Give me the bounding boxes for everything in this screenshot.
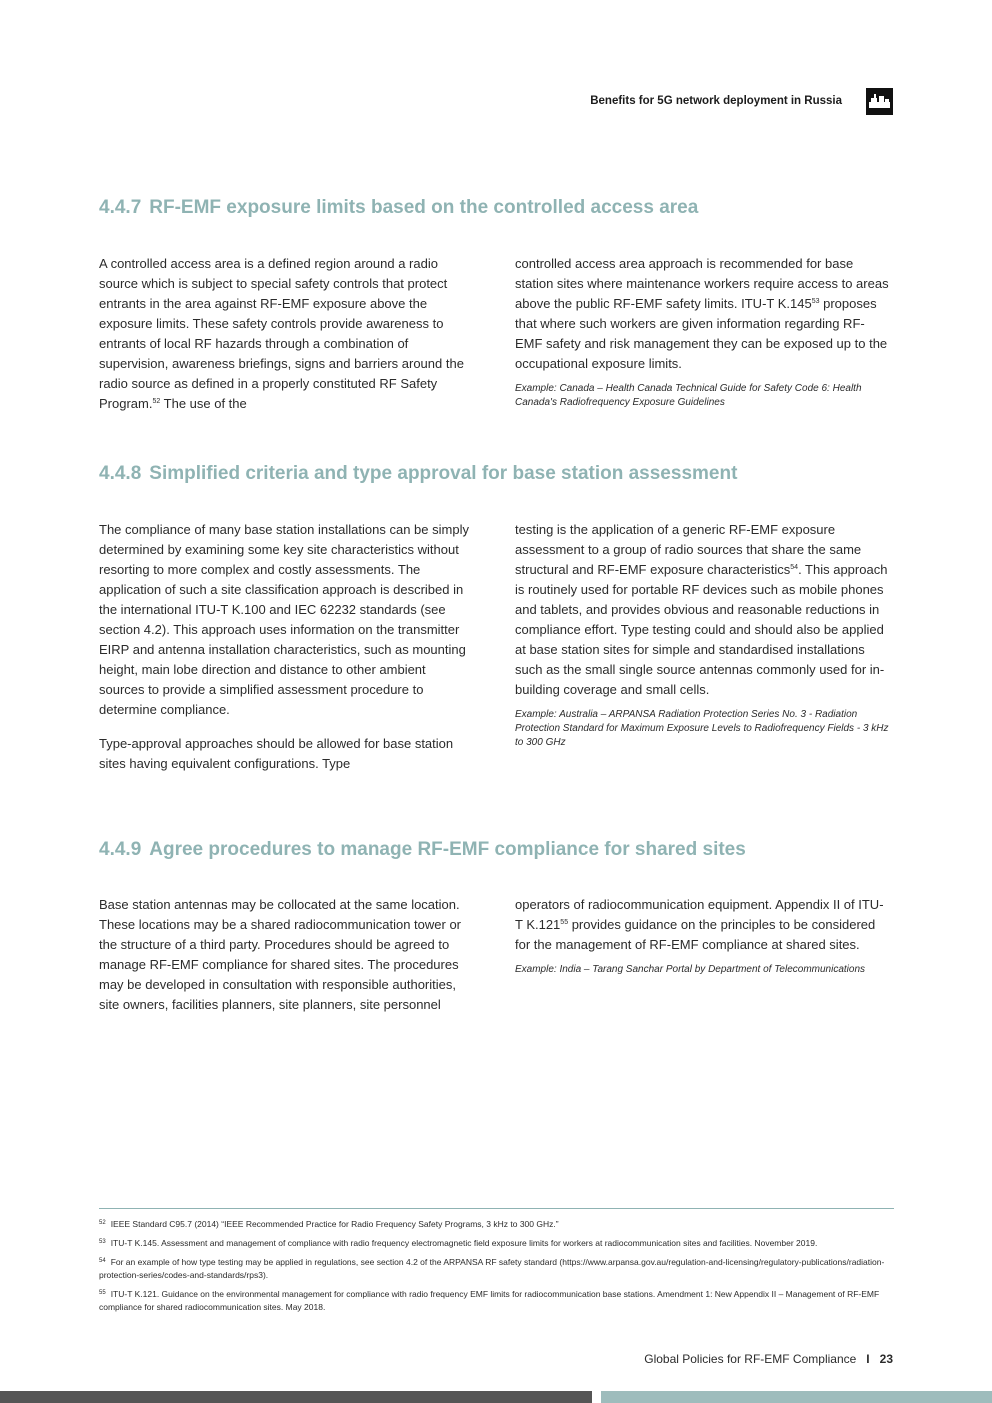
paragraph-text: . This approach is routinely used for portable RF devices such as mobile phones and tablets, and provides obvious and reasonable reductions in compliance effort. Type testing could and should also be applied at base station sites for simple and standardised installations such as the small single source antennas commonly used for in-building coverage and small cells. xyxy=(515,562,888,697)
footer-title: Global Policies for RF-EMF Compliance xyxy=(644,1352,857,1366)
footnote-text: ITU-T K.121. Guidance on the environmental management for compliance with radio frequency EMF limits for radiocommunication base stations. Amendment 1: New Appendix II – Management of RF-EMF compliance for shared radiocommunication sites. May 2018. xyxy=(99,1289,880,1312)
paragraph-text: A controlled access area is a defined region around a radio source which is subject to special safety controls that protect entrants in the area against RF-EMF exposure above the exposure limits. These safety controls provide awareness to entrants of local RF hazards through a combination of supervision, awareness briefings, signs and barriers around the radio source as defined in a properly constituted RF Safety Program. xyxy=(99,256,464,411)
footnote xyxy=(99,1255,894,1282)
section-4-4-7-left-column xyxy=(99,254,474,414)
paragraph: Type-approval approaches should be allowed for base station sites having equivalent configurations. Type xyxy=(99,736,454,771)
section-title: Agree procedures to manage RF-EMF compliance for shared sites xyxy=(149,839,746,860)
section-title: Simplified criteria and type approval for base station assessment xyxy=(149,463,738,484)
section-title: RF-EMF exposure limits based on the controlled access area xyxy=(149,197,699,218)
footnote xyxy=(99,1236,894,1250)
paragraph xyxy=(515,520,890,700)
running-header-title: Benefits for 5G network deployment in Russia xyxy=(590,95,842,107)
footnotes xyxy=(99,1217,894,1319)
footnote-text: IEEE Standard C95.7 (2014) “IEEE Recommended Practice for Radio Frequency Safety Programs, 3 kHz to 300 GHz.” xyxy=(110,1219,559,1229)
section-4-4-8-right-column xyxy=(515,520,890,750)
paragraph-text: The use of the xyxy=(160,396,247,411)
footnote-number: 53 xyxy=(99,1239,106,1245)
section-number: 4.4.8 xyxy=(99,463,142,484)
footnote-number: 54 xyxy=(99,1258,106,1264)
footnote-divider xyxy=(99,1208,894,1209)
footnote-number: 55 xyxy=(99,1290,106,1296)
paragraph-text: operators of radiocommunication equipment. Appendix II of ITU-T K.121 xyxy=(515,897,884,932)
paragraph: Base station antennas may be collocated at the same location. These locations may be a shared radiocommunication tower or the structure of a third party. Procedures should be agreed to manage RF-EMF compliance for shared sites. The procedures may be developed in consultation with responsible authorities, site owners, facilities planners, site planners, site personnel xyxy=(99,897,462,1012)
paragraph: The compliance of many base station installations can be simply determined by examining some key site characteristics without resorting to more complex and costly assessments. The application of such a site classification approach is described in the international ITU-T K.100 and IEC 62232 standards (see section 4.2). This approach uses information on the transmitter EIRP and antenna installation characteristics, such as mounting height, main lobe direction and distance to other ambient sources to provide a simplified assessment procedure to determine compliance. xyxy=(99,522,469,717)
skyline-logo-icon xyxy=(866,88,893,115)
section-heading-4-4-7 xyxy=(99,197,698,219)
footnote-ref[interactable]: 52 xyxy=(152,398,161,405)
paragraph xyxy=(515,895,890,955)
section-number: 4.4.7 xyxy=(99,197,142,218)
footer-bar-teal xyxy=(601,1391,992,1403)
footnote-ref[interactable]: 55 xyxy=(560,919,569,926)
footer-bar-dark xyxy=(0,1391,592,1403)
page-number: 23 xyxy=(879,1352,893,1366)
section-4-4-8-left-column xyxy=(99,520,474,774)
footer-separator: I xyxy=(866,1352,870,1366)
footnote-text[interactable]: For an example of how type testing may be applied in regulations, see section 4.2 of the ARPANSA RF safety standard (https://www.arpansa.gov.au/regulation-and-licensing/regulatory-publications/radiation-protection-series/codes-and-standards/rps3). xyxy=(99,1257,885,1280)
section-heading-4-4-8 xyxy=(99,463,737,485)
section-4-4-7-right-column xyxy=(515,254,890,410)
section-heading-4-4-9 xyxy=(99,839,746,861)
footnote-number: 52 xyxy=(99,1220,106,1226)
footnote-ref[interactable]: 53 xyxy=(811,298,820,305)
section-4-4-9-right-column xyxy=(515,895,890,977)
paragraph-text: provides guidance on the principles to be considered for the management of RF-EMF compliance at shared sites. xyxy=(515,917,876,952)
example-caption: Example: Canada – Health Canada Technical Guide for Safety Code 6: Health Canada's Radiofrequency Exposure Guidelines xyxy=(515,383,862,408)
example-caption: Example: India – Tarang Sanchar Portal by Department of Telecommunications xyxy=(515,964,866,975)
section-4-4-9-left-column xyxy=(99,895,474,1015)
footnote-text: ITU-T K.145. Assessment and management of compliance with radio frequency electromagnetic field exposure limits for workers at radiocommunication sites and facilities. November 2019. xyxy=(110,1238,818,1248)
paragraph-text: testing is the application of a generic RF-EMF exposure assessment to a group of radio sources that share the same structural and RF-EMF exposure characteristics xyxy=(515,522,862,577)
paragraph-text: proposes that where such workers are given information regarding RF-EMF safety and risk management they can be exposed up to the occupational exposure limits. xyxy=(515,296,888,371)
paragraph xyxy=(515,254,890,374)
paragraph xyxy=(99,254,474,414)
footnote-ref[interactable]: 54 xyxy=(790,564,799,571)
paragraph-text: controlled access area approach is recommended for base station sites where maintenance workers require access to areas above the public RF-EMF safety limits. ITU-T K.145 xyxy=(515,256,889,311)
page-footer xyxy=(560,1352,893,1366)
example-caption: Example: Australia – ARPANSA Radiation Protection Series No. 3 - Radiation Protection Standard for Maximum Exposure Levels to Radiofrequency Fields - 3 kHz to 300 GHz xyxy=(515,709,889,748)
footnote xyxy=(99,1287,894,1314)
footnote xyxy=(99,1217,894,1231)
section-number: 4.4.9 xyxy=(99,839,142,860)
